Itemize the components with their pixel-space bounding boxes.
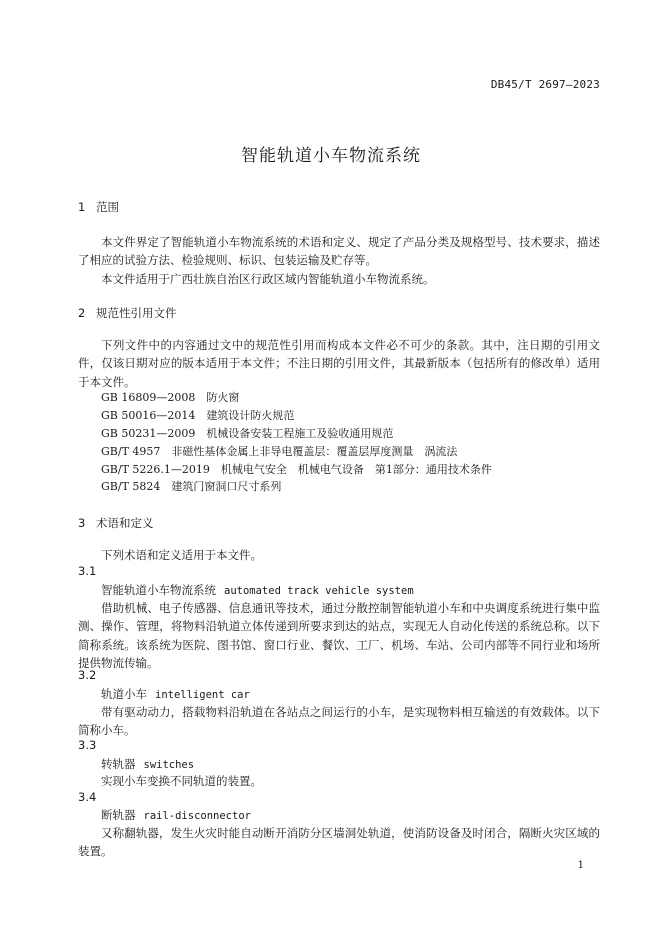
document-title: 智能轨道小车物流系统 bbox=[241, 146, 421, 166]
term-heading bbox=[101, 582, 414, 598]
section-number: 2 bbox=[78, 306, 86, 320]
term-heading bbox=[101, 686, 250, 702]
section-title: 术语和定义 bbox=[96, 516, 154, 530]
normative-intro bbox=[78, 336, 600, 391]
term-definition bbox=[78, 703, 600, 740]
term-number: 3.1 bbox=[78, 564, 97, 578]
section-2-heading bbox=[78, 305, 177, 321]
term-zh: 智能轨道小车物流系统 bbox=[101, 583, 216, 597]
terms-intro bbox=[78, 546, 600, 564]
scope-text bbox=[78, 233, 600, 288]
term-zh: 断轨器 bbox=[101, 808, 136, 822]
reference-item: GB 50016—2014 建筑设计防火规范 bbox=[101, 409, 295, 422]
term-definition-text: 带有驱动动力，搭载物料沿轨道在各站点之间运行的小车，是实现物料相互输送的有效载体。以下简称小车。 bbox=[78, 705, 600, 738]
section-title: 范围 bbox=[96, 200, 119, 214]
reference-item: GB 16809—2008 防火窗 bbox=[101, 391, 240, 404]
term-definition bbox=[78, 824, 600, 861]
reference-item: GB/T 4957 非磁性基体金属上非导电覆盖层：覆盖层厚度测量 涡流法 bbox=[101, 445, 458, 458]
term-en: switches bbox=[143, 759, 195, 771]
reference-item: GB 50231—2009 机械设备安装工程施工及验收通用规范 bbox=[101, 427, 394, 440]
term-en: intelligent car bbox=[155, 689, 250, 701]
standard-code: DB45/T 2697—2023 bbox=[490, 78, 600, 91]
term-definition bbox=[78, 599, 600, 672]
section-3-heading bbox=[78, 515, 154, 531]
term-zh: 轨道小车 bbox=[101, 687, 147, 701]
term-zh: 转轨器 bbox=[101, 757, 136, 771]
term-en: automated track vehicle system bbox=[224, 585, 414, 597]
term-heading bbox=[101, 807, 251, 823]
term-number: 3.4 bbox=[78, 790, 97, 804]
scope-paragraph-1: 本文件界定了智能轨道小车物流系统的术语和定义、规定了产品分类及规格型号、技术要求，描述了相应的试验方法、检验规则、标识、包装运输及贮存等。 bbox=[78, 235, 600, 268]
term-heading bbox=[101, 756, 194, 772]
term-number: 3.2 bbox=[78, 668, 97, 682]
terms-intro-text: 下列术语和定义适用于本文件。 bbox=[101, 548, 262, 562]
term-definition-text: 实现小车变换不同轨道的装置。 bbox=[101, 774, 262, 788]
term-en: rail-disconnector bbox=[143, 810, 251, 822]
page-number: 1 bbox=[577, 860, 584, 871]
section-number: 3 bbox=[78, 516, 86, 530]
section-title: 规范性引用文件 bbox=[96, 306, 177, 320]
term-definition-text: 又称翻轨器，发生火灾时能自动断开消防分区墙洞处轨道，使消防设备及时闭合，隔断火灾区域的装置。 bbox=[78, 826, 600, 859]
reference-item: GB/T 5824 建筑门窗洞口尺寸系列 bbox=[101, 480, 282, 493]
scope-paragraph-2: 本文件适用于广西壮族自治区行政区域内智能轨道小车物流系统。 bbox=[101, 271, 435, 286]
term-definition bbox=[78, 772, 600, 790]
term-definition-text: 借助机械、电子传感器、信息通讯等技术，通过分散控制智能轨道小车和中央调度系统进行集中监测、操作、管理，将物料沿轨道立体传递到所要求到达的站点，实现无人自动化传送的系统总称。以下简称系统。该系统为医院、图书馆、窗口行业、餐饮、工厂、机场、车站、公司内部等不同行业和场所提供物流传输。 bbox=[78, 601, 600, 670]
reference-item: GB/T 5226.1—2019 机械电气安全 机械电气设备 第1部分：通用技术条件 bbox=[101, 463, 492, 476]
section-1-heading bbox=[78, 199, 119, 215]
term-number: 3.3 bbox=[78, 738, 97, 752]
normative-intro-text: 下列文件中的内容通过文中的规范性引用而构成本文件必不可少的条款。其中，注日期的引用文件，仅该日期对应的版本适用于本文件；不注日期的引用文件，其最新版本（包括所有的修改单）适用于本文件。 bbox=[78, 338, 600, 389]
section-number: 1 bbox=[78, 200, 86, 214]
